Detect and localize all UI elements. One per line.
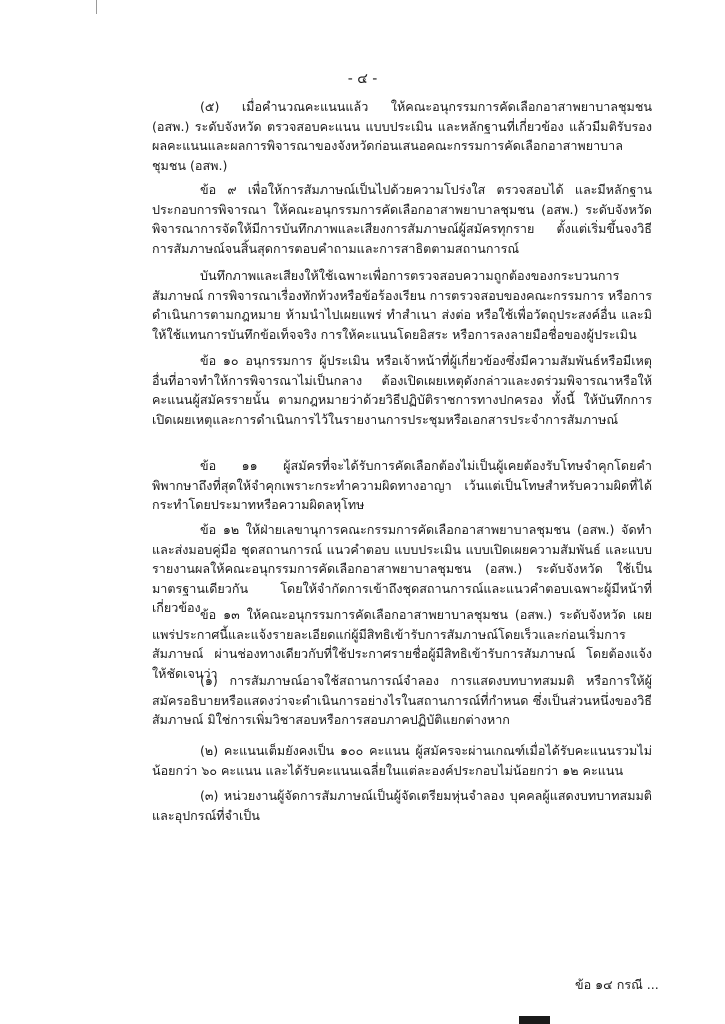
clause-9-recording: บันทึกภาพและเสียงให้ใช้เฉพาะเพื่อการตรวจสอบความถูกต้องของกระบวนการสัมภาษณ์ การพิจารณาเรื่องทักท้วงหรือข้อร้องเรียน การตรวจสอบของคณะกรรมการ หรือการดำเนินการตามกฎหมาย ห้ามนำไปเผยแพร่ ทำสำเนา ส่งต่อ หรือใช้เพื่อวัตถุประสงค์อื่น และมิให้ใช้แทนการบันทึกข้อเท็จจริง การให้คะแนนโดยอิสระ หรือการลงลายมือชื่อของผู้ประเมิน xyxy=(152,268,652,342)
continued-label: ข้อ ๑๔ กรณี ... xyxy=(575,977,659,992)
scan-mark xyxy=(96,0,97,14)
clause-13-item-3: (๓) หน่วยงานผู้จัดการสัมภาษณ์เป็นผู้จัดเตรียมหุ่นจำลอง บุคคลผู้แสดงบทบาทสมมติและอุปกรณ์ที่จำเป็น xyxy=(152,788,652,823)
clause-13-item-2: (๒) คะแนนเต็มยังคงเป็น ๑๐๐ คะแนน ผู้สมัครจะผ่านเกณฑ์เมื่อได้รับคะแนนรวมไม่น้อยกว่า ๖๐ คะแนน และได้รับคะแนนเฉลี่ยในแต่ละองค์ประกอบไม่น้อยกว่า ๑๒ คะแนน xyxy=(152,743,652,778)
clause-9: ข้อ ๙ เพื่อให้การสัมภาษณ์เป็นไปด้วยความโปร่งใส ตรวจสอบได้ และมีหลักฐานประกอบการพิจารณา ให้คณะอนุกรรมการคัดเลือกอาสาพยาบาลชุมชน (อสพ.) ระดับจังหวัด พิจารณาการจัดให้มีการบันทึกภาพและเสียงการสัมภาษณ์ผู้สมัครทุกราย ตั้งแต่เริ่มขึ้นจงวิธีการสัมภาษณ์จนสิ้นสุดการตอบคำถามและการสาธิตตามสถานการณ์ xyxy=(152,182,652,256)
clause-13-item-1: (๑) การสัมภาษณ์อาจใช้สถานการณ์จำลอง การแสดงบทบาทสมมติ หรือการให้ผู้สมัครอธิบายหรือแสดงว่าจะดำเนินการอย่างไรในสถานการณ์ที่กำหนด ซึ่งเป็นส่วนหนึ่งของวิธีสัมภาษณ์ มิใช่การเพิ่มวิชาสอบหรือการสอบภาคปฏิบัติแยกต่างหาก xyxy=(152,673,652,727)
clause-11: ข้อ ๑๑ ผู้สมัครที่จะได้รับการคัดเลือกต้องไม่เป็นผู้เคยต้องรับโทษจำคุกโดยคำพิพากษาถึงที่สุดให้จำคุกเพราะกระทำความผิดทางอาญา เว้นแต่เป็นโทษสำหรับความผิดที่ได้กระทำโดยประมาทหรือความผิดลหุโทษ xyxy=(152,458,652,512)
clause-10: ข้อ ๑๐ อนุกรรมการ ผู้ประเมิน หรือเจ้าหน้าที่ผู้เกี่ยวข้องซึ่งมีความสัมพันธ์หรือมีเหตุอื่นที่อาจทำให้การพิจารณาไม่เป็นกลาง ต้องเปิดเผยเหตุดังกล่าวและงดร่วมพิจารณาหรือให้คะแนนผู้สมัครรายนั้น ตามกฎหมายว่าด้วยวิธีปฏิบัติราชการทางปกครอง ทั้งนี้ ให้บันทึกการเปิดเผยเหตุและการดำเนินการไว้ในรายงานการประชุมหรือเอกสารประจำการสัมภาษณ์ xyxy=(152,353,652,427)
clause-12: ข้อ ๑๒ ให้ฝ่ายเลขานุการคณะกรรมการคัดเลือกอาสาพยาบาลชุมชน (อสพ.) จัดทำและส่งมอบคู่มือ ชุดสถานการณ์ แนวคำตอบ แบบประเมิน แบบเปิดเผยความสัมพันธ์ และแบบรายงานผลให้คณะอนุกรรมการคัดเลือกอาสาพยาบาลชุมชน (อสพ.) ระดับจังหวัด ใช้เป็นมาตรฐานเดียวกัน โดยให้จำกัดการเข้าถึงชุดสถานการณ์และแนวคำตอบเฉพาะผู้มีหน้าที่เกี่ยวข้อง xyxy=(152,522,652,615)
clause-13: ข้อ ๑๓ ให้คณะอนุกรรมการคัดเลือกอาสาพยาบาลชุมชน (อสพ.) ระดับจังหวัด เผยแพร่ประกาศนี้และแจ้งรายละเอียดแก่ผู้มีสิทธิเข้ารับการสัมภาษณ์โดยเร็วและก่อนเริ่มการสัมภาษณ์ ผ่านช่องทางเดียวกับที่ใช้ประกาศรายชื่อผู้มีสิทธิเข้ารับการสัมภาษณ์ โดยต้องแจ้งให้ชัดเจนว่า xyxy=(152,607,652,681)
paragraph-5: (๕) เมื่อคำนวณคะแนนแล้ว ให้คณะอนุกรรมการคัดเลือกอาสาพยาบาลชุมชน (อสพ.) ระดับจังหวัด ตรวจสอบคะแนน แบบประเมิน และหลักฐานที่เกี่ยวข้อง แล้วมีมติรับรองผลคะแนนและผลการพิจารณาของจังหวัดก่อนเสนอคณะกรรมการคัดเลือกอาสาพยาบาลชุมชน (อสพ.) xyxy=(152,99,652,173)
page-number: - ๔ - xyxy=(347,71,378,87)
scan-tab xyxy=(519,1016,550,1024)
